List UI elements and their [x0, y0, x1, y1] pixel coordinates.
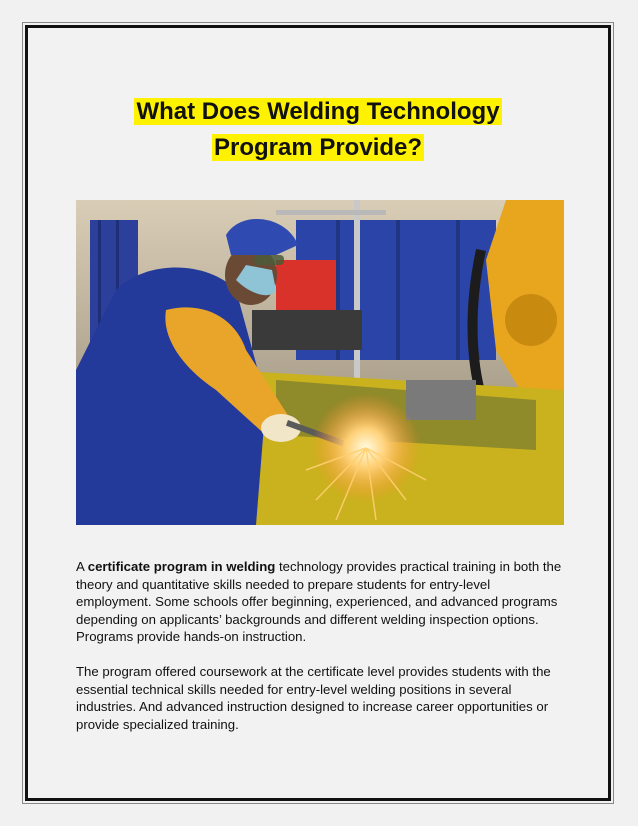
welder-photo-icon [76, 200, 564, 525]
welder-photo [76, 200, 564, 525]
page-title [28, 94, 608, 166]
certificate-program-link-text: certificate program in welding [87, 559, 276, 574]
paragraph-1-rest: technology provides practical training in both the theory and quantitative skills needed to prepare students for entry-level employment. Some schools offer beginning, experienced, and advanced programs depending on applicants’ backgrounds and different welding inspection options. Programs provide hands-on instruction. [76, 559, 562, 645]
paragraph-1-lead: A [76, 559, 88, 574]
title-line-1: What Does Welding Technology [136, 98, 500, 126]
paragraph-1 [76, 558, 566, 646]
title-line-2: Program Provide? [213, 134, 423, 162]
article-body [76, 558, 566, 750]
paragraph-2: The program offered coursework at the certificate level provides students with the essential technical skills needed for entry-level welding positions in several industries. And advanced instruction designed to increase career opportunities or provide specialized training. [76, 663, 551, 732]
page-frame [25, 25, 611, 801]
